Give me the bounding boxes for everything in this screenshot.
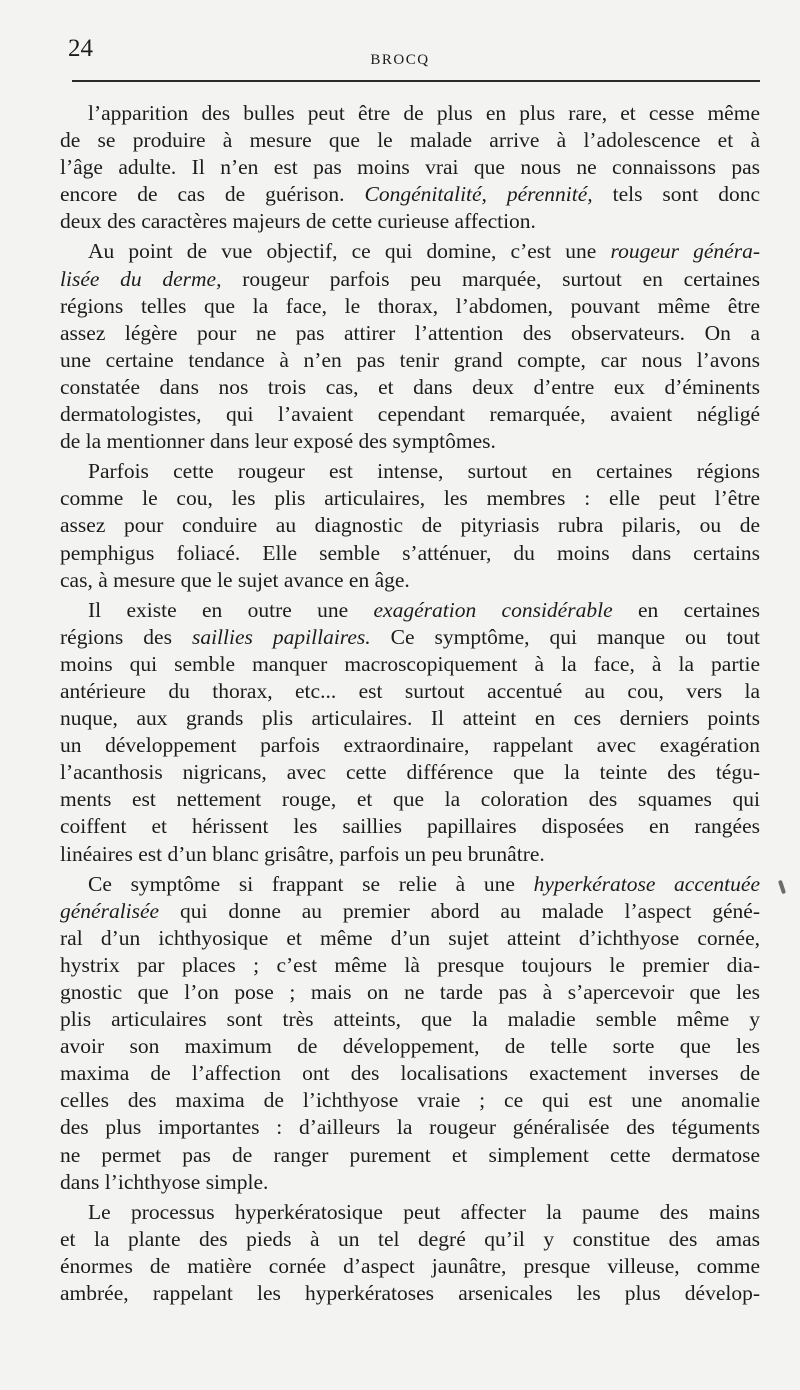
italic-run: rougeur généra- bbox=[610, 239, 760, 264]
paragraph bbox=[60, 100, 760, 235]
text-line bbox=[60, 871, 760, 898]
italic-run: Congénitalité, pérennité, bbox=[364, 182, 593, 207]
text-line bbox=[60, 898, 760, 925]
text-run: Au point de vue objectif, ce qui domine, c’est une bbox=[88, 239, 611, 264]
body-text bbox=[60, 100, 760, 1307]
text-run: nuque, aux grands plis articulaires. Il atteint en ces derniers points bbox=[60, 706, 760, 731]
text-line bbox=[60, 1142, 760, 1169]
text-line bbox=[60, 1114, 760, 1141]
text-run: gnostic que l’on pose ; mais on ne tarde pas à s’apercevoir que les bbox=[60, 980, 760, 1004]
text-run: Ce symptôme si frappant se relie à une bbox=[88, 871, 534, 896]
text-line bbox=[60, 1226, 760, 1253]
text-line bbox=[60, 401, 760, 428]
text-run: hystrix par places ; c’est même là presque toujours le premier dia- bbox=[60, 952, 760, 977]
text-run: tels sont donc bbox=[592, 182, 760, 207]
text-run: régions des bbox=[60, 624, 192, 649]
italic-run: généralisée bbox=[60, 898, 160, 923]
text-run: qui donne au premier abord au malade l’aspect géné- bbox=[159, 898, 760, 923]
paper-speck bbox=[778, 880, 786, 895]
text-line bbox=[60, 841, 760, 868]
text-run: coiffent et hérissent les saillies papillaires disposées en rangées bbox=[60, 814, 760, 839]
text-line bbox=[60, 1280, 760, 1307]
text-run: de se produire à mesure que le malade arrive à l’adolescence et à bbox=[60, 128, 760, 153]
paragraph bbox=[60, 458, 760, 593]
text-line bbox=[60, 458, 760, 485]
paragraph bbox=[60, 871, 760, 1196]
text-line bbox=[60, 567, 760, 594]
text-run: Parfois cette rougeur est intense, surtout en certaines régions bbox=[88, 459, 760, 484]
text-line bbox=[60, 540, 760, 567]
text-run: et la plante des pieds à un tel degré qu’il y constitue des amas bbox=[60, 1226, 760, 1251]
paragraph bbox=[60, 597, 760, 868]
text-line bbox=[60, 786, 760, 813]
text-run: cas, à mesure que le sujet avance en âge. bbox=[60, 567, 410, 592]
text-line bbox=[60, 1199, 760, 1226]
text-run: dermatologistes, qui l’avaient cependant remarquée, avaient négligé bbox=[60, 402, 760, 427]
text-line bbox=[60, 512, 760, 539]
text-line bbox=[60, 154, 760, 181]
text-line bbox=[60, 678, 760, 705]
text-run: Ce symptôme, qui manque ou tout bbox=[370, 624, 761, 649]
italic-run: saillies papillaires. bbox=[191, 624, 371, 649]
text-line bbox=[60, 1033, 760, 1060]
text-line bbox=[60, 813, 760, 840]
text-line bbox=[60, 320, 760, 347]
text-line bbox=[60, 293, 760, 320]
text-run: Le processus hyperkératosique peut affecter la paume des mains bbox=[88, 1199, 760, 1224]
text-run: de la mentionner dans leur exposé des symptômes. bbox=[60, 429, 496, 454]
paragraph bbox=[60, 238, 760, 455]
text-run: avoir son maximum de développement, de telle sorte que les bbox=[60, 1034, 760, 1059]
text-run: un développement parfois extraordinaire, rappelant avec exagération bbox=[60, 733, 760, 758]
text-run: ments est nettement rouge, et que la coloration des squames qui bbox=[60, 787, 760, 812]
text-line bbox=[60, 651, 760, 678]
text-line bbox=[60, 374, 760, 401]
text-run: encore de cas de guérison. bbox=[60, 182, 365, 207]
text-run: ne permet pas de ranger purement et simplement cette dermatose bbox=[60, 1142, 760, 1167]
text-run: des plus importantes : d’ailleurs la rougeur généralisée des téguments bbox=[60, 1115, 760, 1140]
text-line bbox=[60, 732, 760, 759]
text-line bbox=[60, 1087, 760, 1114]
text-run: ral d’un ichthyosique et même d’un sujet atteint d’ichthyose cornée, bbox=[60, 925, 760, 950]
text-line bbox=[60, 624, 760, 651]
text-run: l’acanthosis nigricans, avec cette différence que la teinte des tégu- bbox=[60, 760, 760, 785]
text-run: assez légère pour ne pas attirer l’attention des observateurs. On a bbox=[60, 320, 760, 345]
text-line bbox=[60, 428, 760, 455]
text-line bbox=[60, 181, 760, 208]
text-run: maxima de l’affection ont des localisations exactement inverses de bbox=[60, 1061, 760, 1086]
text-run: ambrée, rappelant les hyperkératoses arsenicales les plus dévelop- bbox=[60, 1281, 760, 1306]
text-run: dans l’ichthyose simple. bbox=[60, 1169, 269, 1194]
text-run: Il existe en outre une bbox=[88, 597, 374, 622]
text-run: régions telles que la face, le thorax, l’abdomen, pouvant même être bbox=[60, 293, 760, 318]
text-line bbox=[60, 952, 760, 979]
text-run: en certaines bbox=[612, 597, 760, 622]
text-run: comme le cou, les plis articulaires, les membres : elle peut l’être bbox=[60, 486, 760, 511]
text-line bbox=[60, 266, 760, 293]
paragraph bbox=[60, 1199, 760, 1307]
italic-run: hyperkératose accentuée bbox=[533, 871, 760, 896]
text-run: deux des caractères majeurs de cette curieuse affection. bbox=[60, 209, 536, 234]
text-line bbox=[60, 208, 760, 235]
text-run: linéaires est d’un blanc grisâtre, parfois un peu brunâtre. bbox=[60, 841, 545, 866]
page-number: 24 bbox=[68, 35, 93, 62]
text-line bbox=[60, 759, 760, 786]
text-run: plis articulaires sont très atteints, que la maladie semble même y bbox=[60, 1007, 760, 1032]
text-line bbox=[60, 100, 760, 127]
text-line bbox=[60, 979, 760, 1006]
text-run: pemphigus foliacé. Elle semble s’atténuer, du moins dans certains bbox=[60, 540, 760, 565]
text-run: antérieure du thorax, etc... est surtout accentué au cou, vers la bbox=[60, 678, 760, 703]
running-head: BROCQ bbox=[370, 52, 430, 68]
header-rule bbox=[72, 80, 760, 82]
italic-run: lisée du derme, bbox=[60, 266, 222, 291]
text-line bbox=[60, 485, 760, 512]
text-line bbox=[60, 925, 760, 952]
text-run: constatée dans nos trois cas, et dans deux d’entre eux d’éminents bbox=[60, 374, 760, 399]
text-run: énormes de matière cornée d’aspect jaunâtre, presque villeuse, comme bbox=[60, 1253, 760, 1278]
text-line bbox=[60, 127, 760, 154]
italic-run: exagération considérable bbox=[373, 597, 613, 622]
text-line bbox=[60, 347, 760, 374]
text-line bbox=[60, 1060, 760, 1087]
text-line bbox=[60, 705, 760, 732]
text-run: l’apparition des bulles peut être de plus en plus rare, et cesse même bbox=[88, 101, 760, 125]
text-run: rougeur parfois peu marquée, surtout en certaines bbox=[221, 266, 760, 291]
text-run: une certaine tendance à n’en pas tenir grand compte, car nous l’avons bbox=[60, 347, 760, 372]
text-line bbox=[60, 597, 760, 624]
text-run: assez pour conduire au diagnostic de pityriasis rubra pilaris, ou de bbox=[60, 513, 760, 538]
text-line bbox=[60, 238, 760, 265]
text-run: celles des maxima de l’ichthyose vraie ; ce qui est une anomalie bbox=[60, 1088, 760, 1113]
text-line bbox=[60, 1169, 760, 1196]
text-line bbox=[60, 1253, 760, 1280]
text-run: l’âge adulte. Il n’en est pas moins vrai que nous ne connaissons pas bbox=[60, 155, 760, 180]
text-run: moins qui semble manquer macroscopiquement à la face, à la partie bbox=[60, 651, 760, 676]
text-line bbox=[60, 1006, 760, 1033]
